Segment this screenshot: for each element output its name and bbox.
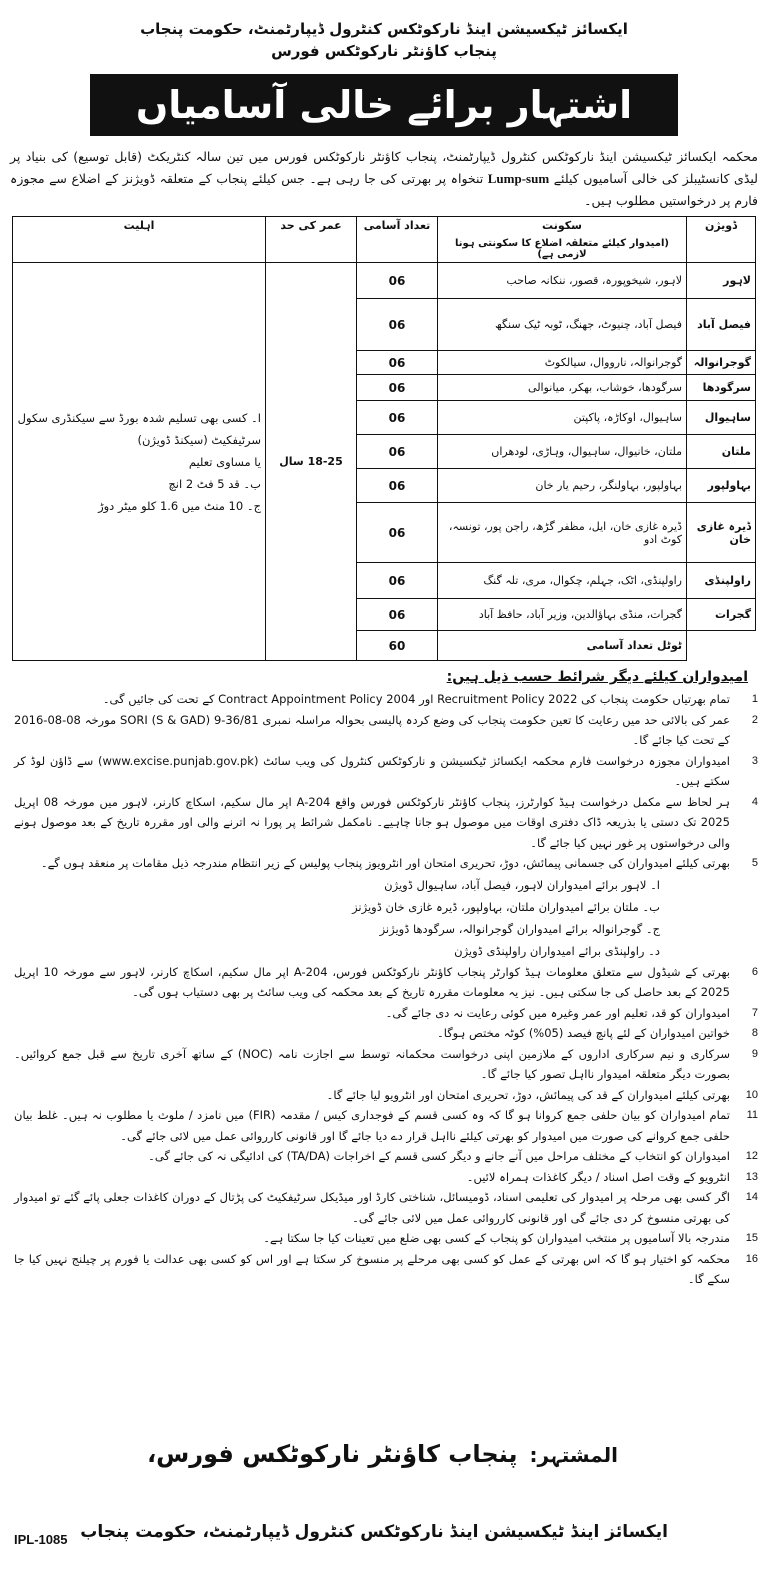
condition-item bbox=[14, 1023, 758, 1044]
eligibility-line: ا۔ کسی بھی تسلیم شدہ بورڈ سے سیکنڈری سکول سرٹیفکیٹ (سیکنڈ ڈویژن) bbox=[17, 410, 261, 447]
condition-text: امیدواران کو قد، تعلیم اور عمر وغیرہ میں کوئی رعایت نہ دی جائے گی۔ bbox=[385, 1005, 730, 1020]
condition-text: سرکاری و نیم سرکاری اداروں کے ملازمین اپنی درخواست محکمانہ توسط سے اجازت نامہ (NOC) کے ساتھ آخری تاریخ سے قبل جمع کروائیں۔ بصورت دیگر متعلقہ امیدوار نااہل تصور کیا جائے گا۔ bbox=[14, 1046, 730, 1081]
row-posts: 06 bbox=[357, 503, 438, 563]
condition-text: بھرتی کیلئے امیدواران کی جسمانی پیمائش، دوڑ، تحریری امتحان اور انٹرویوز پنجاب پولیس کے زیر انتظام مندرجہ ذیل مقامات پر منعقد ہوں گے۔ bbox=[40, 856, 730, 870]
header-age: عمر کی حد bbox=[266, 217, 357, 263]
condition-text: تمام بھرتیاں حکومت پنجاب کی Recruitment Policy 2022 اور Contract Appointment Policy 2004 کے تحت کی جائیں گی۔ bbox=[102, 692, 730, 706]
condition-number: 14 bbox=[745, 1191, 758, 1203]
condition-item bbox=[14, 853, 758, 962]
condition-number: 8 bbox=[751, 1027, 758, 1039]
force-title: پنجاب کاؤنٹر نارکوٹکس فورس bbox=[271, 42, 497, 60]
row-posts: 06 bbox=[357, 263, 438, 299]
eligibility-cell bbox=[13, 263, 266, 661]
row-division: ڈیرہ غازی خان bbox=[687, 503, 756, 563]
table-row bbox=[13, 263, 756, 299]
total-label: ٹوٹل تعداد آسامی bbox=[438, 631, 687, 661]
condition-text: تمام امیدواران کو بیان حلفی جمع کروانا ہو گا کہ وہ کسی قسم کے فوجداری کیس / مقدمہ (FIR) میں نامزد / ملوث یا مطلوب نہ ہیں۔ غلط بیان حلفی جمع کروانے کی صورت میں امیدوار کو بھرتی کیلئے نااہل قرار دے دیا جائے گا اور قانونی کارروائی عمل میں لائی جائے گی۔ bbox=[14, 1108, 730, 1143]
condition-number: 5 bbox=[751, 857, 758, 869]
conditions-title: امیدواران کیلئے دیگر شرائط حسب ذیل ہیں: bbox=[446, 669, 748, 685]
department-title: ایکسائز ٹیکسیشن اینڈ نارکوٹکس کنٹرول ڈیپارٹمنٹ، حکومت پنجاب bbox=[140, 20, 628, 38]
vacancy-banner: اشتہار برائے خالی آسامیاں bbox=[90, 74, 678, 136]
condition-item bbox=[14, 689, 758, 710]
condition-text: محکمہ کو اختیار ہو گا کہ اس بھرتی کے عمل کو کسی بھی مرحلے پر منسوخ کر سکتا ہے اور اس کو کسی بھی عدالت یا فورم پر چیلنج نہیں کیا جا سکے گا۔ bbox=[14, 1251, 730, 1286]
row-posts: 06 bbox=[357, 401, 438, 435]
eligibility-line: ب۔ قد 5 فٹ 2 انچ bbox=[168, 476, 261, 491]
condition-number: 13 bbox=[745, 1170, 758, 1183]
total-posts: 60 bbox=[357, 631, 438, 661]
row-posts: 06 bbox=[357, 435, 438, 469]
row-division: ملتان bbox=[687, 435, 756, 469]
row-division: لاہور bbox=[687, 263, 756, 299]
conditions-list bbox=[8, 689, 760, 1290]
intro-text-1: محکمہ ایکسائز ٹیکسیشن اینڈ نارکوٹکس کنٹرول ڈیپارٹمنٹ، پنجاب کاؤنٹر نارکوٹکس فورس میں تین سالہ کنٹریکٹ (قابل توسیع) کی بنیاد پر لیڈی کانسٹیبلز کی خالی آسامیوں کیلئے bbox=[10, 149, 758, 186]
advertiser-department: ایکسائز اینڈ ٹیکسیشن اینڈ نارکوٹکس کنٹرول ڈیپارٹمنٹ، حکومت پنجاب bbox=[80, 1522, 668, 1542]
condition-number: 11 bbox=[746, 1109, 758, 1121]
condition-text: عمر کی بالائی حد میں رعایت کا تعین حکومت پنجاب کی وضع کردہ پالیسی بحوالہ مراسلہ نمبری SORI (S & GAD) 9-36/81 مورخہ 08-08-2016 کے تحت کیا جائے گا۔ bbox=[14, 712, 731, 747]
condition-number: 10 bbox=[745, 1088, 758, 1101]
condition-item bbox=[14, 1249, 758, 1290]
intro-paragraph bbox=[10, 146, 758, 212]
row-division: گجرات bbox=[687, 599, 756, 631]
condition-number: 9 bbox=[751, 1047, 758, 1060]
condition-item bbox=[14, 1044, 758, 1085]
row-division: ساہیوال bbox=[687, 401, 756, 435]
condition-number: 6 bbox=[751, 965, 758, 978]
header-division: ڈویژن bbox=[687, 217, 756, 263]
eligibility-line: ج۔ 10 منٹ میں 1.6 کلو میٹر دوڑ bbox=[98, 498, 261, 513]
row-residence: گوجرانوالہ، نارووال، سیالکوٹ bbox=[438, 351, 687, 375]
table-header-row bbox=[13, 217, 756, 263]
header-eligibility: اہلیت bbox=[13, 217, 266, 263]
advertiser-force: پنجاب کاؤنٹر نارکوٹکس فورس، bbox=[147, 1440, 518, 1468]
footer bbox=[0, 1440, 768, 1547]
condition-item bbox=[14, 1228, 758, 1249]
intro-text-2: تنخواہ پر بھرتی کی جا رہی ہے۔ جس کیلئے پنجاب کے متعلقہ ڈویژنز کے اضلاع سے مجوزہ فارم پر درخواستیں مطلوب ہیں۔ bbox=[10, 171, 758, 208]
condition-text: بھرتی کے شیڈول سے متعلق معلومات ہیڈ کوارٹر پنجاب کاؤنٹر نارکوٹکس فورس، A-204 اپر مال سکیم، اسکاچ کارنر، لاہور سے مورخہ 10 اپریل 2025 کے بعد حاصل کی جا سکتی ہیں۔ نیز یہ معلومات مقررہ تاریخ کے بعد محکمہ کی ویب سائٹ پر بھی دستیاب ہوں گی۔ bbox=[14, 964, 730, 999]
row-residence: ساہیوال، اوکاڑہ، پاکپتن bbox=[438, 401, 687, 435]
advertiser-line bbox=[0, 1440, 768, 1468]
ipl-number: IPL-1085 bbox=[14, 1532, 68, 1547]
condition-number: 2 bbox=[751, 713, 758, 726]
condition-item bbox=[14, 962, 758, 1003]
row-posts: 06 bbox=[357, 375, 438, 401]
condition-text: ہر لحاظ سے مکمل درخواست ہیڈ کوارٹرز، پنجاب کاؤنٹر نارکوٹکس فورس واقع A-204 اپر مال سکیم، اسکاچ کارنر، لاہور میں مورخہ 08 اپریل 2025 تک دستی یا بذریعہ ڈاک دفتری اوقات میں موصول ہو جانا چاہیے۔ نامکمل شرائط پر پورا نہ اترنے والی اور مقررہ تاریخ کے بعد موصول ہونے والی درخواستوں پر غور نہیں کیا جائے گا۔ bbox=[14, 794, 731, 850]
row-division: بہاولپور bbox=[687, 469, 756, 503]
row-posts: 06 bbox=[357, 469, 438, 503]
row-residence: بہاولپور، بہاولنگر، رحیم یار خان bbox=[438, 469, 687, 503]
header-residence bbox=[438, 217, 687, 263]
condition-item bbox=[14, 710, 758, 751]
lump-sum-label: Lump-sum bbox=[487, 171, 550, 186]
row-residence: لاہور، شیخوپورہ، قصور، ننکانہ صاحب bbox=[438, 263, 687, 299]
condition-item bbox=[14, 1187, 758, 1228]
test-center: ا۔ لاہور برائے امیدواران لاہور، فیصل آباد، ساہیوال ڈویژن bbox=[384, 877, 660, 892]
header bbox=[8, 20, 760, 136]
condition-item bbox=[14, 1105, 758, 1146]
condition-item bbox=[14, 1085, 758, 1106]
row-residence: سرگودھا، خوشاب، بھکر، میانوالی bbox=[438, 375, 687, 401]
advertiser-label: المشتہر: bbox=[529, 1443, 618, 1467]
total-spacer bbox=[687, 631, 756, 661]
row-residence: راولپنڈی، اٹک، جہلم، چکوال، مری، تلہ گنگ bbox=[438, 563, 687, 599]
row-residence: فیصل آباد، چنیوٹ، جھنگ، ٹوبہ ٹیک سنگھ bbox=[438, 299, 687, 351]
condition-number: 16 bbox=[745, 1252, 758, 1265]
header-residence-note: (امیدوار کیلئے متعلقہ اضلاع کا سکونتی ہونا لازمی ہے) bbox=[455, 238, 669, 260]
condition-text: امیدواران مجوزہ درخواست فارم محکمہ ایکسائز ٹیکسیشن و نارکوٹکس کنٹرول کی ویب سائٹ (www.excise.punjab.gov.pk) سے ڈاؤن لوڈ کر سکتے ہیں۔ bbox=[14, 753, 731, 788]
condition-number: 1 bbox=[751, 693, 758, 705]
condition-text: مندرجہ بالا آسامیوں پر منتخب امیدواران کو پنجاب کے کسی بھی ضلع میں تعینات کیا جا سکتا ہے۔ bbox=[263, 1231, 730, 1245]
condition-number: 3 bbox=[751, 754, 758, 767]
condition-text: اگر کسی بھی مرحلہ پر امیدوار کی تعلیمی اسناد، ڈومیسائل، شناختی کارڈ اور میڈیکل سرٹیفکیٹ کی پڑتال کے دوران کاغذات جعلی پائے گئے تو امیدوار کی بھرتی منسوخ کر دی جائے گی اور قانونی کارروائی عمل میں لائی جائے گی۔ bbox=[14, 1190, 730, 1225]
row-division: گوجرانوالہ bbox=[687, 351, 756, 375]
row-residence: گجرات، منڈی بہاؤالدین، وزیر آباد، حافظ آباد bbox=[438, 599, 687, 631]
test-center: د۔ راولپنڈی برائے امیدواران راولپنڈی ڈویژن bbox=[454, 943, 660, 958]
condition-number: 4 bbox=[751, 795, 758, 808]
age-limit: 18-25 سال bbox=[266, 263, 357, 661]
row-posts: 06 bbox=[357, 351, 438, 375]
condition-text: انٹرویو کے وقت اصل اسناد / دیگر کاغذات ہمراہ لائیں۔ bbox=[466, 1169, 730, 1184]
vacancy-table bbox=[12, 216, 756, 661]
condition-text: خواتین امیدواران کے لئے پانچ فیصد (05%) کوٹہ مختص ہوگا۔ bbox=[436, 1026, 730, 1040]
test-centers bbox=[14, 874, 730, 962]
row-division: راولپنڈی bbox=[687, 563, 756, 599]
row-posts: 06 bbox=[357, 299, 438, 351]
header-posts: تعداد آسامی bbox=[357, 217, 438, 263]
test-center: ب۔ ملتان برائے امیدواران ملتان، بہاولپور، ڈیرہ غازی خان ڈویژنز bbox=[352, 899, 660, 914]
row-division: فیصل آباد bbox=[687, 299, 756, 351]
row-residence: ڈیرہ غازی خان، ایل، مظفر گڑھ، راجن پور، تونسہ، کوٹ ادو bbox=[438, 503, 687, 563]
condition-number: 12 bbox=[745, 1150, 758, 1162]
test-center: ج۔ گوجرانوالہ برائے امیدواران گوجرانوالہ، سرگودھا ڈویژنز bbox=[379, 921, 660, 936]
condition-item bbox=[14, 1003, 758, 1024]
condition-item bbox=[14, 1146, 758, 1167]
condition-item bbox=[14, 751, 758, 792]
row-posts: 06 bbox=[357, 599, 438, 631]
condition-number: 15 bbox=[745, 1232, 758, 1244]
condition-item bbox=[14, 1167, 758, 1188]
row-residence: ملتان، خانیوال، ساہیوال، وہاڑی، لودھراں bbox=[438, 435, 687, 469]
header-residence-label: سکونت bbox=[542, 219, 582, 232]
eligibility-line: یا مساوی تعلیم bbox=[188, 454, 261, 469]
row-posts: 06 bbox=[357, 563, 438, 599]
condition-item bbox=[14, 792, 758, 854]
condition-number: 7 bbox=[751, 1006, 758, 1019]
condition-text: بھرتی کیلئے امیدواران کے قد کی پیمائش، دوڑ، تحریری امتحان اور انٹرویو لیا جائے گا۔ bbox=[326, 1087, 730, 1102]
row-division: سرگودھا bbox=[687, 375, 756, 401]
condition-text: امیدواران کو انتخاب کے مختلف مراحل میں آنے جانے و دیگر کسی قسم کے اخراجات (TA/DA) کی ادائیگی نہ کی جائے گی۔ bbox=[148, 1149, 730, 1163]
